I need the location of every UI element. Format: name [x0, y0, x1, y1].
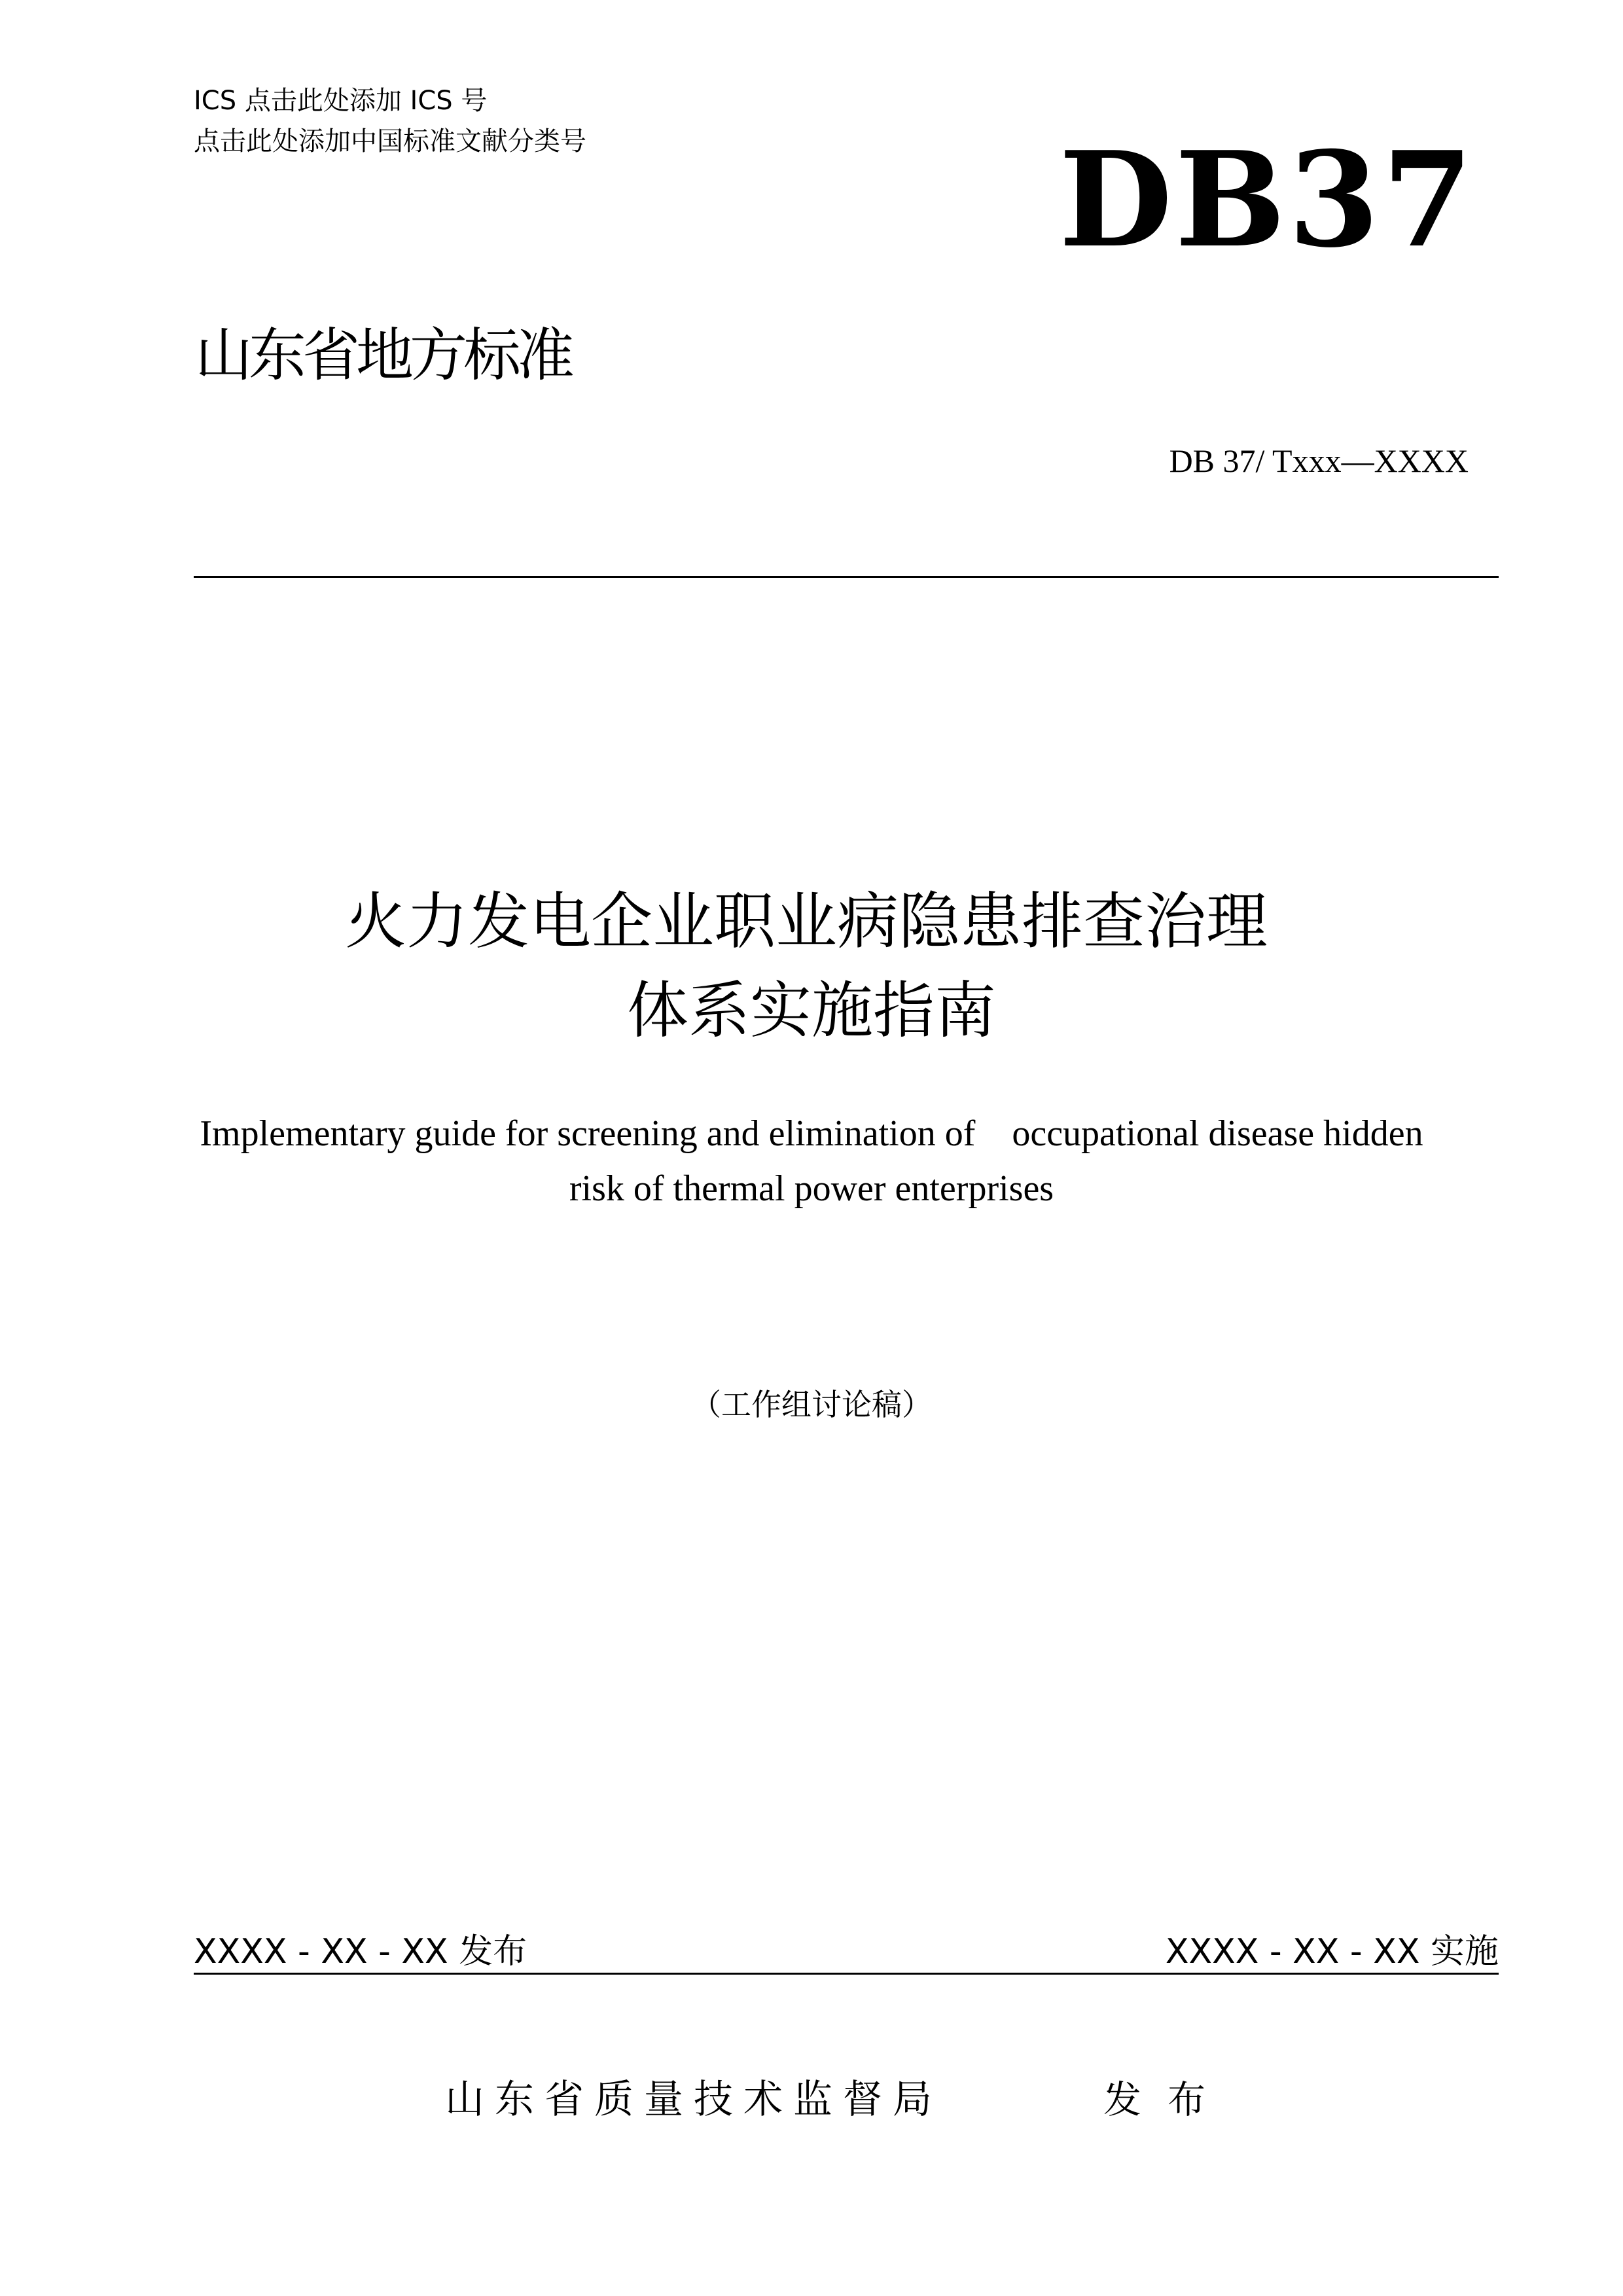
draft-status: （工作组讨论稿） [691, 1387, 932, 1422]
issue-label: 发布 [1103, 2077, 1232, 2122]
footer-divider [194, 1973, 1499, 1975]
classification-number: 点击此处添加中国标准文献分类号 [194, 126, 586, 156]
title-zh-line-1: 火力发电企业职业病隐患排查治理 [344, 886, 1268, 958]
standard-type: 山东省地方标准 [195, 321, 571, 389]
header-divider [194, 576, 1499, 578]
title-en-line-2: risk of thermal power enterprises [569, 1168, 1054, 1209]
ics-number: ICS 点击此处添加 ICS 号 [194, 86, 488, 116]
implement-date: XXXX - XX - XX 实施 [1165, 1932, 1499, 1971]
title-zh-line-2: 体系实施指南 [626, 975, 996, 1047]
title-en-line-1: Implementary guide for screening and elimination of occupational disease hidden [200, 1113, 1423, 1154]
publish-date: XXXX - XX - XX 发布 [194, 1932, 527, 1971]
standard-code: DB37 [1059, 123, 1476, 277]
standard-number: DB 37/ Txxx—XXXX [1169, 442, 1469, 479]
issuing-authority: 山东省质量技术监督局 [445, 2077, 942, 2123]
